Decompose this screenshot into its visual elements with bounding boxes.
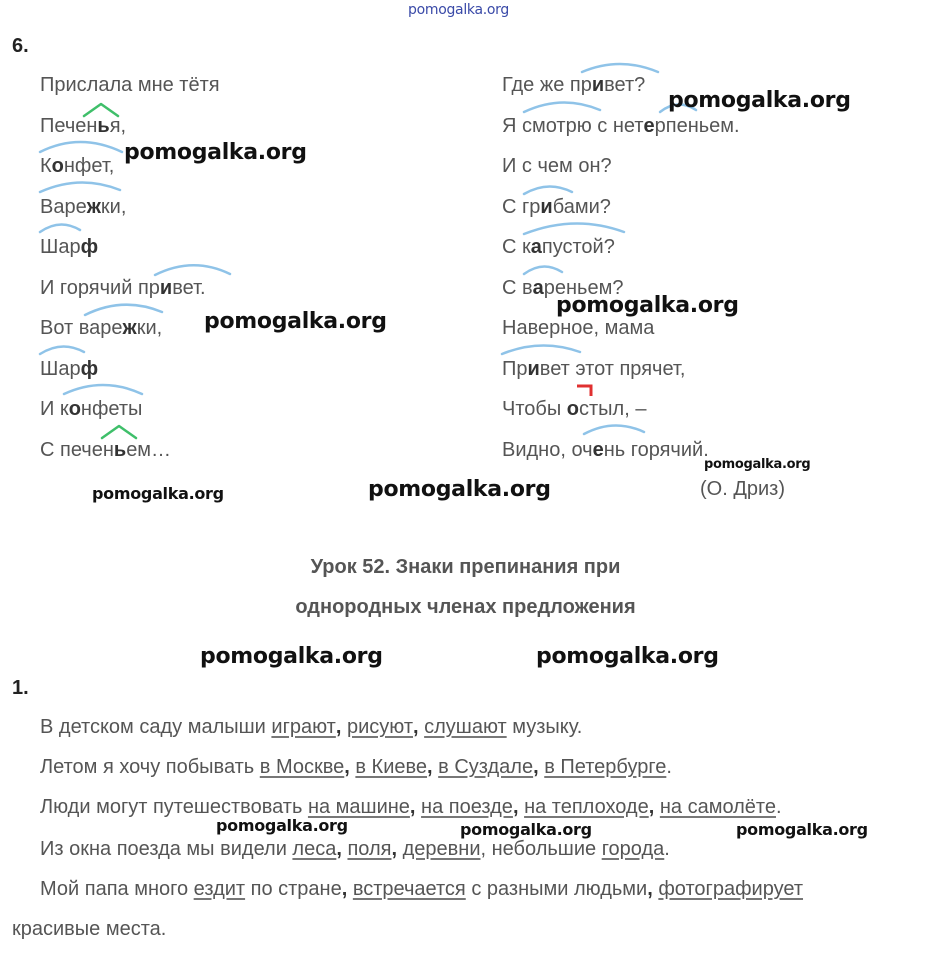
- poem-line: Наверное, мама: [502, 317, 655, 339]
- poem-line: Прислала мне тётя: [40, 74, 220, 96]
- poem-line: И горячий привет.: [40, 276, 206, 299]
- watermark[interactable]: pomogalka.org: [368, 477, 551, 502]
- poem-line: И конфеты: [40, 398, 143, 420]
- watermark[interactable]: pomogalka.org: [460, 820, 592, 839]
- poem-line: Где же привет?: [502, 74, 646, 96]
- sentence-5: Мой папа много ездит по стране, встречается с разными людьми, фотографирует: [40, 878, 804, 900]
- poem-line: Шарф: [40, 236, 99, 258]
- watermark[interactable]: pomogalka.org: [204, 309, 387, 334]
- poem-line: Привет этот прячет,: [502, 357, 686, 380]
- watermark[interactable]: pomogalka.org: [124, 140, 307, 165]
- lesson-title-line2: однородных членах предложения: [295, 596, 636, 618]
- watermark-top[interactable]: pomogalka.org: [408, 2, 509, 18]
- sentence-4: Из окна поезда мы видели леса, поля, деревни, небольшие города.: [40, 838, 670, 860]
- poem-line: Печенья,: [40, 114, 127, 137]
- poem-author: (О. Дриз): [700, 478, 785, 500]
- poem-line: Чтобы остыл, –: [502, 398, 647, 420]
- poem-line: Вот варежки,: [40, 317, 163, 339]
- poem-line: Шарф: [40, 357, 99, 380]
- sentence-2: Летом я хочу побывать в Москве, в Киеве, в Суздале, в Петербурге.: [40, 756, 672, 778]
- poem-line: С грибами?: [502, 195, 611, 218]
- watermark[interactable]: pomogalka.org: [668, 88, 851, 113]
- watermark[interactable]: pomogalka.org: [216, 816, 348, 835]
- poem-line: С вареньем?: [502, 276, 624, 299]
- sentence-5-continuation: красивые места.: [12, 918, 167, 940]
- poem-line: И с чем он?: [502, 155, 612, 177]
- watermark[interactable]: pomogalka.org: [556, 293, 739, 318]
- sentence-1: В детском саду малыши играют, рисуют, слушают музыку.: [40, 716, 583, 738]
- poem-line: Варежки,: [40, 195, 127, 218]
- watermark[interactable]: pomogalka.org: [704, 457, 811, 472]
- poem-line: С печеньем…: [40, 438, 172, 461]
- watermark[interactable]: pomogalka.org: [200, 644, 383, 669]
- sentence-3: Люди могут путешествовать на машине, на поезде, на теплоходе, на самолёте.: [40, 796, 782, 818]
- poem-line: С капустой?: [502, 236, 615, 258]
- task-number: 1.: [12, 677, 29, 699]
- task-number: 6.: [12, 35, 29, 57]
- poem-line: Я смотрю с нетерпеньем.: [502, 114, 740, 137]
- poem-line: Видно, очень горячий.: [502, 438, 709, 461]
- lesson-title-line1: Урок 52. Знаки препинания при: [310, 556, 621, 578]
- watermark[interactable]: pomogalka.org: [536, 644, 719, 669]
- watermark[interactable]: pomogalka.org: [92, 484, 224, 503]
- poem-line: Конфет,: [40, 155, 115, 177]
- watermark[interactable]: pomogalka.org: [736, 820, 868, 839]
